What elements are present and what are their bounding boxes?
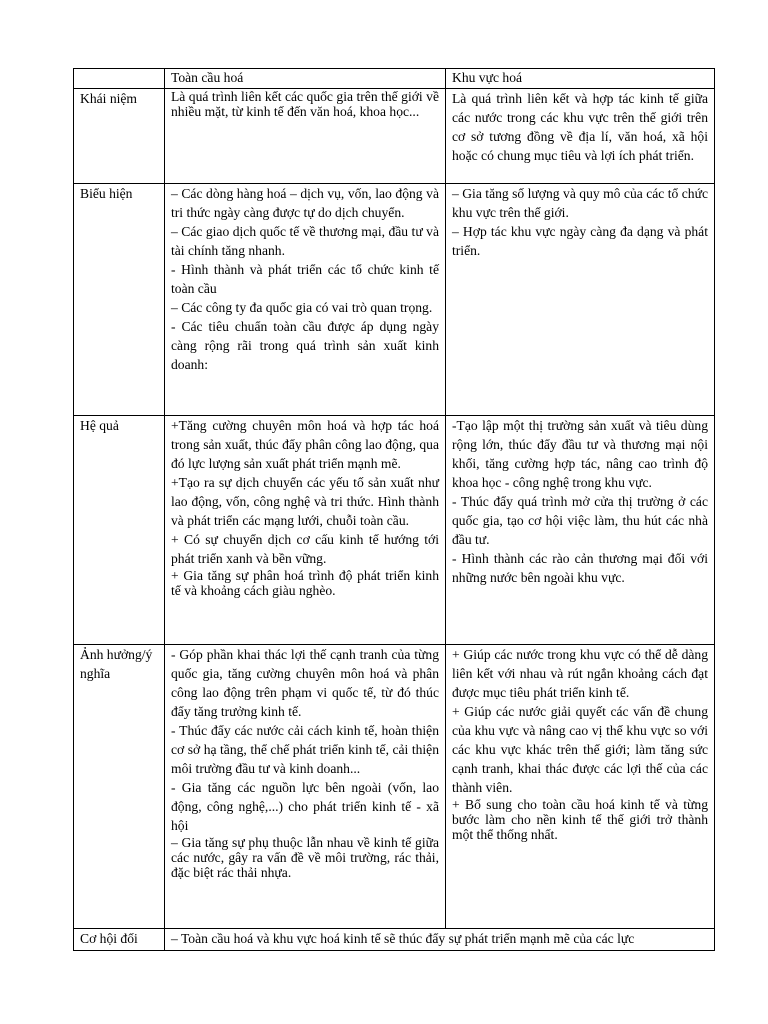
table-row-impact [74, 645, 715, 929]
cell-manifestation-regional [446, 184, 715, 416]
cell-paragraph: – Hợp tác khu vực ngày càng đa dạng và phát triển. [452, 224, 708, 258]
header-cell-empty [74, 69, 165, 89]
row-label-impact: Ảnh hưởng/ý nghĩa [74, 645, 165, 929]
header-cell-globalization: Toàn cầu hoá [165, 69, 446, 89]
row-label-concept: Khái niệm [74, 89, 165, 184]
cell-impact-regional [446, 645, 715, 929]
cell-paragraph: + Có sự chuyển dịch cơ cấu kinh tế hướng tới phát triển xanh và bền vững. [171, 532, 439, 566]
cell-paragraph: – Gia tăng sự phụ thuộc lẫn nhau về kinh tế giữa các nước, gây ra vấn đề về môi trường, rác thải, đặc biệt rác thải nhựa. [171, 835, 439, 880]
cell-paragraph: – Các công ty đa quốc gia có vai trò quan trọng. [171, 300, 433, 315]
cell-paragraph: + Gia tăng sự phân hoá trình độ phát triển kinh tế và khoảng cách giàu nghèo. [171, 568, 439, 598]
cell-paragraph: + Bổ sung cho toàn cầu hoá kinh tế và từng bước làm cho nền kinh tế thế giới trở thành một thể thống nhất. [452, 797, 708, 842]
cell-paragraph: -Tạo lập một thị trường sản xuất và tiêu dùng rộng lớn, thúc đẩy đầu tư và thương mại nội khối, tăng cường hợp tác, nâng cao trình độ khoa học - công nghệ trong khu vực. [452, 418, 708, 490]
table-row-consequence [74, 416, 715, 645]
cell-paragraph: - Góp phần khai thác lợi thế cạnh tranh của từng quốc gia, tăng cường chuyên môn hoá và phân công lao động trên phạm vi quốc tế, từ đó thúc đẩy tăng trưởng kinh tế. [171, 647, 439, 719]
cell-paragraph: - Gia tăng các nguồn lực bên ngoài (vốn, lao động, công nghệ,...) cho phát triển kinh tế - xã hội [171, 780, 439, 833]
cell-paragraph: +Tạo ra sự dịch chuyển các yếu tố sản xuất như lao động, vốn, công nghệ và tri thức. Hình thành và phát triển các mạng lưới, chuỗi toàn cầu. [171, 475, 439, 528]
cell-consequence-global [165, 416, 446, 645]
cell-paragraph: – Gia tăng số lượng và quy mô của các tổ chức khu vực trên thế giới. [452, 186, 708, 220]
comparison-table [73, 68, 715, 951]
row-label-opportunity: Cơ hội đối [74, 929, 165, 951]
header-cell-regionalization: Khu vực hoá [446, 69, 715, 89]
table-row-concept [74, 89, 715, 184]
cell-paragraph: Là quá trình liên kết và hợp tác kinh tế giữa các nước trong các khu vực trên thế giới trên cơ sở tương đồng về địa lí, văn hoá, xã hội hoặc có chung mục tiêu và lợi ích phát triển. [452, 91, 708, 163]
cell-concept-global [165, 89, 446, 184]
cell-paragraph: – Các giao dịch quốc tế về thương mại, đầu tư và tài chính tăng nhanh. [171, 224, 439, 258]
table-row-manifestation [74, 184, 715, 416]
row-label-consequence: Hệ quả [74, 416, 165, 645]
cell-manifestation-global [165, 184, 446, 416]
table-header-row [74, 69, 715, 89]
cell-paragraph: - Thúc đẩy các nước cải cách kinh tế, hoàn thiện cơ sở hạ tầng, thể chế phát triển kinh tế, cải thiện môi trường đầu tư và kinh doanh... [171, 723, 439, 776]
cell-paragraph: - Hình thành và phát triển các tổ chức kinh tế toàn cầu [171, 262, 439, 296]
cell-paragraph: + Giúp các nước giải quyết các vấn đề chung của khu vực và nâng cao vị thế khu vực so với các khu vực khác trên thế giới; làm tăng sức cạnh tranh, khai thác được các lợi thế của các thành viên. [452, 704, 708, 795]
cell-paragraph: Là quá trình liên kết các quốc gia trên thế giới về nhiều mặt, từ kinh tế đến văn hoá, khoa học... [171, 89, 439, 119]
cell-consequence-regional [446, 416, 715, 645]
cell-paragraph: – Các dòng hàng hoá – dịch vụ, vốn, lao động và tri thức ngày càng được tự do dịch chuyển. [171, 186, 439, 220]
cell-impact-global [165, 645, 446, 929]
cell-paragraph: - Hình thành các rào cản thương mại đối với những nước bên ngoài khu vực. [452, 551, 708, 585]
cell-opportunity-merged: – Toàn cầu hoá và khu vực hoá kinh tế sẽ thúc đẩy sự phát triển mạnh mẽ của các lực [165, 929, 715, 951]
cell-paragraph: - Thúc đẩy quá trình mở cửa thị trường ở các quốc gia, tạo cơ hội việc làm, thu hút các nhà đầu tư. [452, 494, 708, 547]
cell-concept-regional [446, 89, 715, 184]
cell-paragraph: - Các tiêu chuẩn toàn cầu được áp dụng ngày càng rộng rãi trong quá trình sản xuất kinh doanh: [171, 319, 439, 372]
table-row-opportunity [74, 929, 715, 951]
row-label-manifestation: Biểu hiện [74, 184, 165, 416]
cell-paragraph: +Tăng cường chuyên môn hoá và hợp tác hoá trong sản xuất, thúc đẩy phân công lao động, qua đó lực lượng sản xuất phát triển mạnh mẽ. [171, 418, 439, 471]
cell-paragraph: + Giúp các nước trong khu vực có thể dễ dàng liên kết với nhau và rút ngắn khoảng cách đạt được mục tiêu phát triển kinh tế. [452, 647, 708, 700]
